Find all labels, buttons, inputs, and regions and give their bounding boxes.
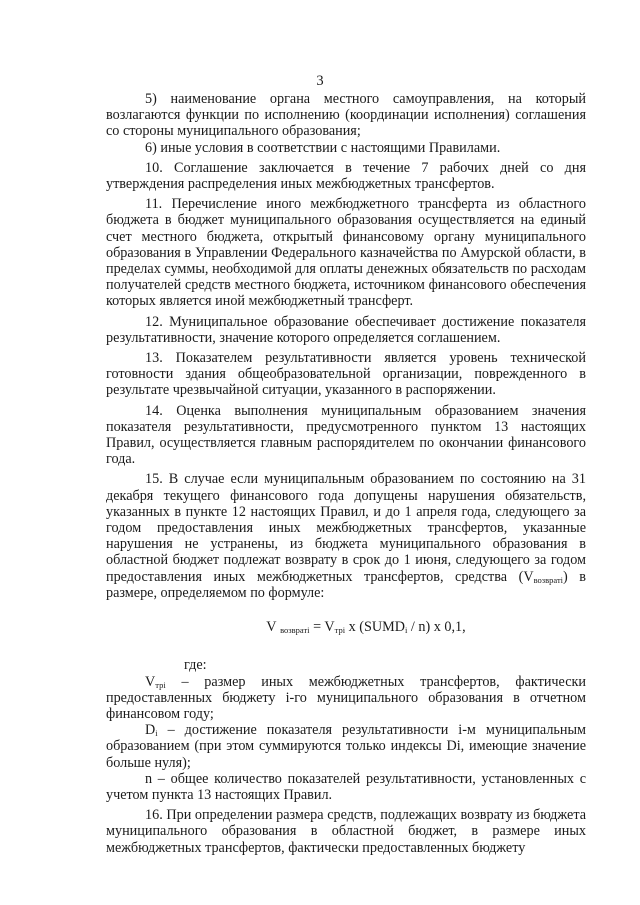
return-formula [106,619,586,635]
formula-lhs-subscript: возвратi [280,625,310,636]
document-body [106,91,586,856]
paragraph-item-5: 5) наименование органа местного самоуправления, на который возлагаются функции по исполнению (координации исполнения) соглашения со стороны муниципального образования; [106,91,586,140]
paragraph-15-tail: ) в размере, определяемом по формуле: [106,568,586,601]
variable-v-text: – размер иных межбюджетных трансфертов, фактически предоставленных бюджету i-го муниципального образования в отчетном финансовом году; [106,673,586,722]
paragraph-12: 12. Муниципальное образование обеспечивает достижение показателя результативности, значение которого определяется соглашением. [106,313,586,346]
paragraph-14: 14. Оценка выполнения муниципальным образованием значения показателя результативности, предусмотренного пунктом 13 настоящих Правил, осуществляется главным распорядителем по окончании финансового года. [106,402,586,468]
variable-v-symbol: V [145,673,156,690]
paragraph-15-text: 15. В случае если муниципальным образованием по состоянию на 31 декабря текущего финансового года допущены нарушения обязательств, указанных в пункте 12 настоящих Правил, и до 1 апреля года, следующего за годом предоставления иных межбюджетных трансфертов, указанные нарушения не устранены, из бюджета муниципального образования в областной бюджет подлежат возврату в срок до 1 июня, следующего за годом предоставления иных межбюджетных трансфертов, средства (V [106,471,586,585]
variable-v-definition [106,674,586,723]
formula-rhs-subscript: трi [334,625,346,636]
paragraph-16: 16. При определении размера средств, подлежащих возврату из бюджета муниципального образования в областной бюджет, в размере иных межбюджетных трансфертов, фактически предоставленных бюджету [106,807,586,856]
paragraph-item-6: 6) иные условия в соответствии с настоящими Правилами. [145,139,501,156]
page-number: 3 [316,73,324,89]
formula-lhs: V [266,619,277,636]
formula-tail: / n) x 0,1, [407,619,466,636]
paragraph-15-subscript: возвратi [533,574,564,585]
variable-d-subscript: i [155,728,158,739]
paragraph-10: 10. Соглашение заключается в течение 7 рабочих дней со дня утверждения распределения иных межбюджетных трансфертов. [106,159,586,193]
variable-d-symbol: D [145,722,156,739]
formula-eq: = V [309,619,335,636]
formula-rest-subscript: i [405,625,408,636]
paragraph-15 [106,471,586,601]
variable-v-subscript: трi [155,679,166,690]
variable-d-text: – достижение показателя результативности i-м муниципальным образованием (при этом суммируются только индексы Di, имеющие значение больше нуля); [106,722,586,771]
formula-rest: x (SUMD [345,619,405,636]
where-label: где: [184,657,207,674]
variable-n-definition: n – общее количество показателей результативности, установленных с учетом пункта 13 настоящих Правил. [106,770,586,803]
paragraph-13: 13. Показателем результативности является уровень технической готовности здания общеобразовательной организации, поврежденного в результате чрезвычайной ситуации, указанного в распоряжении. [106,350,586,399]
variable-d-definition [106,722,586,771]
paragraph-11: 11. Перечисление иного межбюджетного трансферта из областного бюджета в бюджет муниципального образования осуществляется на единый счет местного бюджета, открытый финансовому органу муниципального образования в Управлении Федерального казначейства по Амурской области, в пределах суммы, необходимой для оплаты денежных обязательств по расходам получателей средств местного бюджета, источником финансового обеспечения которых является иной межбюджетный трансферт. [106,196,586,310]
